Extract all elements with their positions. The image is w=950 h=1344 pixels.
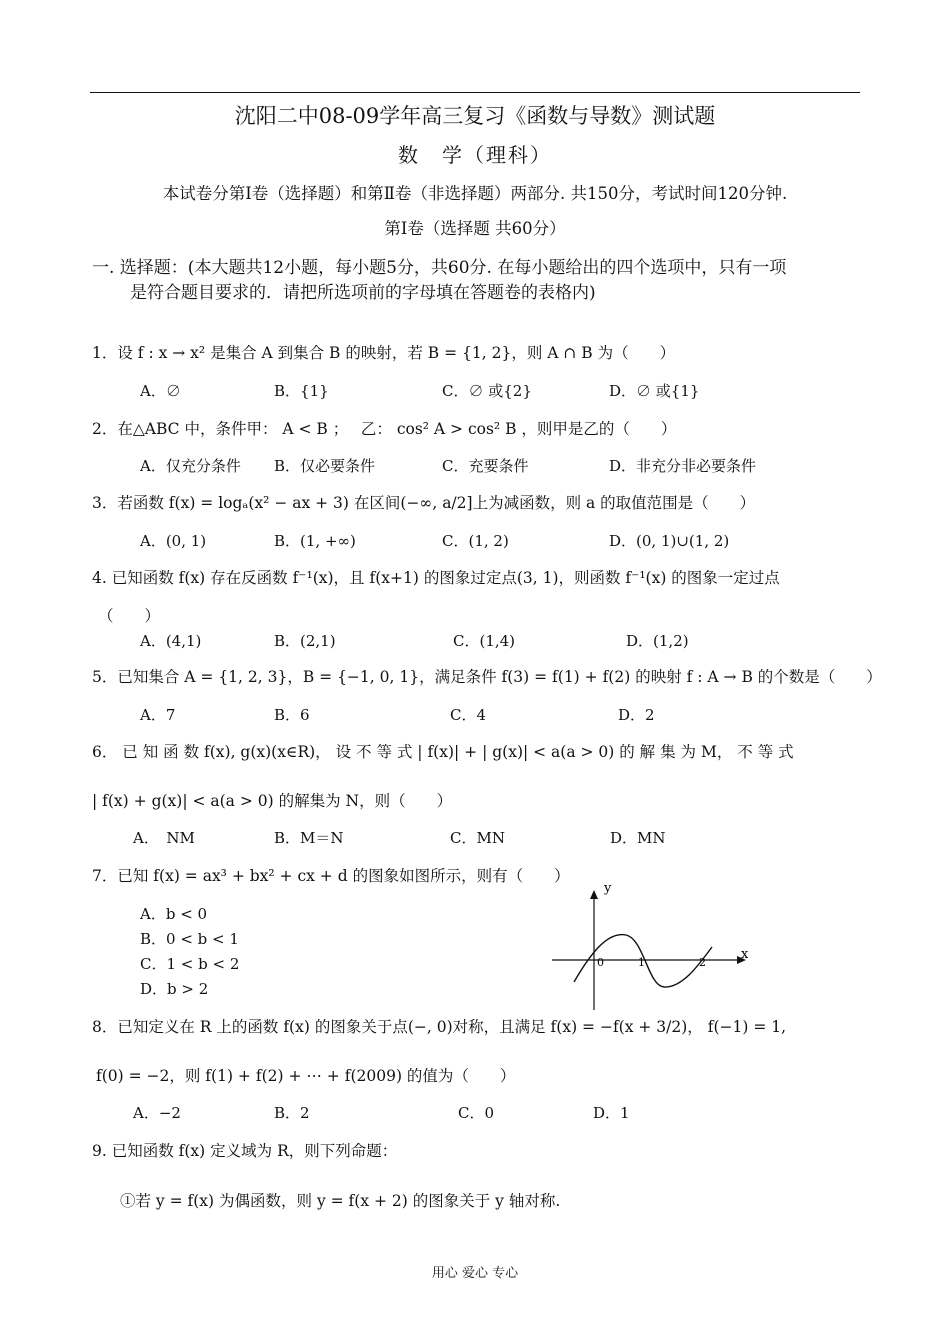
q7-option-c: C．1 < b < 2	[140, 955, 240, 973]
question-1: 1．设 f : x → x² 是集合 A 到集合 B 的映射，若 B = {1, 2}，则 A ∩ B 为（ ）	[92, 344, 676, 362]
tick-label-2: 2	[699, 956, 706, 969]
q7-option-d: D．b > 2	[140, 980, 209, 998]
question-9-item-1: ①若 y = f(x) 为偶函数，则 y = f(x + 2) 的图象关于 y 轴对称.	[120, 1192, 561, 1210]
q3-option-b: B．(1, +∞)	[274, 532, 356, 550]
x-axis-label: x	[741, 947, 749, 962]
q4-answer-paren: （ ）	[98, 607, 161, 625]
page-footer: 用心 爱心 专心	[431, 1266, 519, 1281]
q8-option-d: D．1	[593, 1104, 630, 1122]
q6-option-d: D．MN	[610, 829, 666, 847]
q5-option-d: D．2	[618, 706, 655, 724]
q3-option-d: D．(0, 1)∪(1, 2)	[609, 532, 730, 550]
q1-option-b: B．{1}	[274, 382, 329, 400]
q2-option-d: D．非充分非必要条件	[609, 457, 757, 475]
question-7: 7．已知 f(x) = ax³ + bx² + cx + d 的图象如图所示，则有（ ）	[92, 867, 570, 885]
q8-option-a: A．−2	[133, 1104, 181, 1122]
q5-option-b: B．6	[274, 706, 310, 724]
y-axis-label: y	[604, 882, 612, 896]
q4-option-b: B．(2,1)	[274, 632, 336, 650]
q1-option-d: D．∅ 或{1}	[609, 382, 700, 400]
q3-option-c: C．(1, 2)	[442, 532, 509, 550]
q6-option-c: C．MN	[450, 829, 505, 847]
origin-label: 0	[597, 956, 604, 969]
page-title: 沈阳二中08-09学年高三复习《函数与导数》测试题	[234, 104, 716, 128]
q3-option-a: A．(0, 1)	[140, 532, 207, 550]
q2-option-a: A．仅充分条件	[140, 457, 241, 475]
y-axis-arrow	[590, 890, 598, 899]
question-6-line2: | f(x) + g(x)| < a(a > 0) 的解集为 N，则（ ）	[92, 792, 453, 810]
q8-option-c: C．0	[458, 1104, 495, 1122]
section-instructions-line2: 是符合题目要求的．请把所选项前的字母填在答题卷的表格内)	[130, 283, 596, 303]
q8-option-b: B．2	[274, 1104, 310, 1122]
exam-intro: 本试卷分第Ⅰ卷（选择题）和第Ⅱ卷（非选择题）两部分. 共150分，考试时间120分钟.	[162, 184, 788, 203]
q7-option-b: B．0 < b < 1	[140, 930, 239, 948]
q5-option-a: A．7	[140, 706, 176, 724]
q2-option-c: C．充要条件	[442, 457, 529, 475]
question-6-line1: 6． 已 知 函 数 f(x), g(x)(x∈R)， 设 不 等 式 | f(x)| + | g(x)| < a(a > 0) 的 解 集 为 M， 不 等 式	[92, 743, 794, 761]
question-9: 9. 已知函数 f(x) 定义域为 R，则下列命题：	[92, 1142, 398, 1160]
section-instructions-line1: 一. 选择题：(本大题共12小题，每小题5分，共60分. 在每小题给出的四个选项中，只有一项	[92, 258, 787, 278]
q1-option-c: C．∅ 或{2}	[442, 382, 532, 400]
cubic-function-graph	[552, 882, 752, 1010]
q6-option-b: B．M＝N	[274, 829, 344, 847]
tick-label-1: 1	[638, 956, 645, 969]
question-4: 4. 已知函数 f(x) 存在反函数 f⁻¹(x)，且 f(x+1) 的图象过定点(3, 1)，则函数 f⁻¹(x) 的图象一定过点	[92, 569, 780, 587]
question-2: 2．在△ABC 中，条件甲： A < B ； 乙： cos² A > cos² B ，则甲是乙的（ ）	[92, 420, 677, 438]
question-3: 3．若函数 f(x) = logₐ(x² − ax + 3) 在区间(−∞, a/2]上为减函数，则 a 的取值范围是（ ）	[92, 494, 756, 512]
question-5: 5．已知集合 A = {1, 2, 3}，B = {−1, 0, 1}，满足条件 f(3) = f(1) + f(2) 的映射 f : A → B 的个数是（ ）	[92, 668, 882, 686]
q6-option-a: A． NM	[133, 829, 195, 847]
q1-option-a: A．∅	[140, 382, 181, 400]
q4-option-c: C．(1,4)	[453, 632, 516, 650]
q2-option-b: B．仅必要条件	[274, 457, 376, 475]
q5-option-c: C．4	[450, 706, 487, 724]
q4-option-d: D．(1,2)	[626, 632, 689, 650]
question-8-line2: f(0) = −2，则 f(1) + f(2) + ⋯ + f(2009) 的值为（ ）	[96, 1067, 516, 1085]
page-subtitle: 数 学（理科）	[398, 143, 552, 167]
q7-option-a: A．b < 0	[140, 905, 208, 923]
question-8-line1: 8．已知定义在 R 上的函数 f(x) 的图象关于点(−, 0)对称，且满足 f(x) = −f(x + 3/2)， f(−1) = 1,	[92, 1018, 787, 1036]
q4-option-a: A．(4,1)	[140, 632, 202, 650]
top-rule	[90, 92, 860, 93]
part-one-heading: 第Ⅰ卷（选择题 共60分）	[384, 219, 566, 238]
